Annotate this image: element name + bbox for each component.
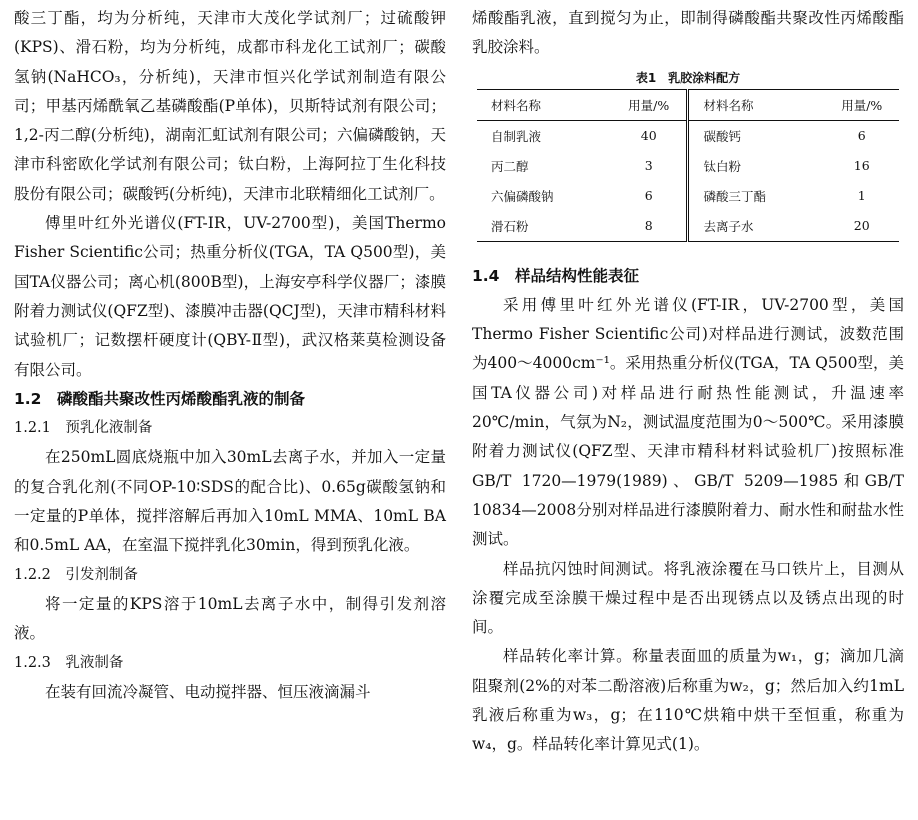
characterization-paragraph: 采用傅里叶红外光谱仪(FT-IR，UV-2700型，美国Thermo Fisher Scientific公司)对样品进行测试，波数范围为400～4000cm⁻¹。采用热重分析仪(TGA，TA Q500型，美国TA仪器公司)对样品进行耐热性能测试，升温速率20℃/min，气氛为N₂，测试温度范围为0～500℃。采用漆膜附着力测试仪(QFZ型、天津市精科材料试验机厂)按照标准GB/T 1720—1979(1989)、GB/T 5209—1985和GB/T 10834—2008分别对样品进行漆膜附着力、耐水性和耐盐水性测试。 — [472, 295, 904, 549]
table-header-cell: 用量/% — [825, 89, 899, 120]
table-cell: 滑石粉 — [491, 218, 529, 234]
flash-rust-paragraph: 样品抗闪蚀时间测试。将乳液涂覆在马口铁片上，目测从涂覆完成至涂膜干燥过程中是否出现锈点以及锈点出现的时间。 — [472, 559, 904, 637]
table-cell: 六偏磷酸钠 — [491, 188, 554, 204]
initiator-paragraph: 将一定量的KPS溶于10mL去离子水中，制得引发剂溶液。 — [14, 594, 446, 643]
table-cell: 自制乳液 — [491, 128, 542, 144]
table-cell: 磷酸三丁酯 — [688, 181, 825, 211]
table-cell: 6 — [644, 188, 653, 204]
subsection-heading-1-2-2: 1.2.2 引发剂制备 — [14, 566, 138, 583]
table-cell: 丙二醇 — [491, 158, 529, 174]
table-row — [477, 181, 899, 211]
subsection-heading-1-2-3: 1.2.3 乳液制备 — [14, 654, 124, 671]
table-cell: 6 — [857, 128, 866, 144]
table-header-row — [477, 89, 899, 120]
table-cell: 碳酸钙 — [688, 120, 825, 151]
table-cell: 16 — [853, 158, 870, 174]
section-heading-1-2: 1.2 磷酸酯共聚改性丙烯酸酯乳液的制备 — [14, 389, 305, 408]
table-cell: 去离子水 — [688, 211, 825, 242]
table-header-cell: 用量/% — [611, 89, 688, 120]
section-heading-1-4: 1.4 样品结构性能表征 — [472, 266, 639, 285]
emulsion-paragraph: 在装有回流冷凝管、电动搅拌器、恒压液滴漏斗 — [45, 682, 371, 701]
table-cell: 8 — [644, 218, 653, 234]
table-cell: 20 — [853, 218, 870, 234]
subsection-heading-1-2-1: 1.2.1 预乳化液制备 — [14, 420, 153, 437]
table-row — [477, 151, 899, 181]
materials-paragraph: 酸三丁酯，均为分析纯，天津市大茂化学试剂厂；过硫酸钾(KPS)、滑石粉，均为分析纯，成都市科龙化工试剂厂；碳酸氢钠(NaHCO₃，分析纯)，天津市恒兴化学试剂制造有限公司；甲基丙烯酰氧乙基磷酸酯(P单体)，贝斯特试剂有限公司；1,2-丙二醇(分析纯)，湖南汇虹试剂有限公司；六偏磷酸钠，天津市科密欧化学试剂有限公司；钛白粉，上海阿拉丁生化科技股份有限公司；碳酸钙(分析纯)，天津市北联精细化工试剂厂。 — [14, 9, 446, 203]
table-cell: 3 — [644, 158, 653, 174]
pre-emulsion-paragraph: 在250mL圆底烧瓶中加入30mL去离子水，并加入一定量的复合乳化剂(不同OP-10∶SDS的配合比)、0.65g碳酸氢钠和一定量的P单体，搅拌溶解后再加入10mL MMA、10mL BA和0.5mL AA，在室温下搅拌乳化30min，得到预乳化液。 — [14, 448, 446, 555]
table-caption: 表1 乳胶涂料配方 — [635, 70, 741, 85]
table-header-cell: 材料名称 — [688, 89, 825, 120]
table-header-cell: 材料名称 — [477, 89, 611, 120]
instruments-paragraph: 傅里叶红外光谱仪(FT-IR，UV-2700型)，美国Thermo Fisher Scientific公司；热重分析仪(TGA，TA Q500型)，美国TA仪器公司；离心机(800B型)，上海安亭科学仪器厂；漆膜附着力测试仪(QFZ型)、漆膜冲击器(QCJ型)，天津市精科材料试验机厂；记数摆杆硬度计(QBY-Ⅱ型)，武汉格莱莫检测设备有限公司。 — [14, 214, 446, 379]
left-column — [14, 4, 446, 707]
formula-table — [477, 89, 899, 242]
conversion-paragraph: 样品转化率计算。称量表面皿的质量为w₁，g；滴加几滴阻聚剂(2%的对苯二酚溶液)后称重为w₂，g；然后加入约1mL乳液后称重为w₃，g；在110℃烘箱中烘干至恒重，称重为w₄，g。样品转化率计算见式(1)。 — [472, 647, 904, 754]
table-row — [477, 120, 899, 151]
table-cell: 钛白粉 — [688, 151, 825, 181]
section-spacer — [472, 242, 904, 262]
table-cell: 1 — [857, 188, 866, 204]
table-row — [477, 211, 899, 242]
table-cell: 40 — [640, 128, 657, 144]
coating-paragraph: 烯酸酯乳液，直到搅匀为止，即制得磷酸酯共聚改性丙烯酸酯乳胶涂料。 — [472, 9, 904, 57]
right-column — [472, 4, 904, 760]
